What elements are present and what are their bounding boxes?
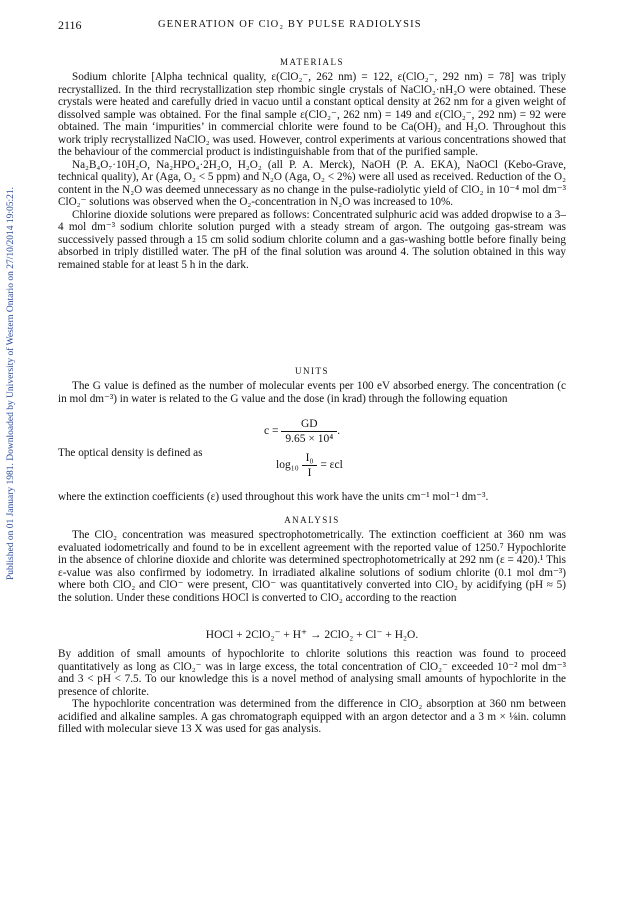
equation-rhs: = εcl	[320, 459, 343, 472]
equation-numerator: GD	[281, 418, 337, 432]
optical-density-text: The optical density is defined as	[58, 447, 203, 459]
materials-section	[58, 71, 566, 271]
page-header	[58, 18, 566, 34]
reaction-equation: HOCl + 2ClO₂⁻ + H⁺ → 2ClO₂ + Cl⁻ + H₂O.	[205, 629, 419, 641]
units-heading: UNITS	[295, 366, 329, 376]
page-number: 2116	[58, 18, 82, 32]
equation-concentration	[264, 418, 340, 445]
materials-heading: MATERIALS	[279, 57, 344, 67]
materials-paragraph-2: Na₂B₄O₇·10H₂O, Na₂HPO₄·2H₂O, H₂O₂ (all P. A. Merck), NaOH (P. A. EKA), NaOCl (Kebo-Grave, technical quality), Ar (Aga, O₂ < 5 ppm) and N₂O (Aga, O₂ < 2%) were all used as received. Reduction of the O₂ content in the N₂O was deemed unnecessary as no change in the pulse-radiolytic yield of ClO₂ in 10⁻⁴ mol dm⁻³ ClO₂⁻ solutions was observed when the O₂-concentration in N₂O was increased to 10%.	[58, 158, 566, 208]
analysis-text-3: The hypochlorite concentration was determined from the difference in ClO₂ absorption at 360 nm between acidified and alkaline samples. A gas chromatograph equipped with an argon detector and a 3 m × ⅛in. column filled with molecular sieve 13 X was used for gas analysis.	[58, 698, 566, 735]
running-title: GENERATION OF ClO₂ BY PULSE RADIOLYSIS	[158, 19, 422, 30]
download-watermark: Published on 01 January 1981. Downloaded by University of Western Ontario on 27/10/2014 19:05:21.	[6, 186, 16, 580]
equation-log: log₁₀	[276, 459, 299, 472]
equation-denominator: 9.65 × 10⁴	[285, 433, 334, 445]
analysis-text-2: By addition of small amounts of hypochlorite to chlorite solutions this reaction was found to proceed quantitatively as long as ClO₂⁻ was in large excess, the total concentration of ClO₂⁻ exceeded 10⁻² mol dm⁻³ and 3 < pH < 7.5. To our knowledge this is a novel method of analysing small amounts of hypochlorite in the presence of chlorite.	[58, 648, 566, 698]
analysis-paragraphs-rest	[58, 648, 566, 736]
analysis-heading: ANALYSIS	[284, 515, 340, 525]
units-paragraph-2	[58, 491, 566, 504]
materials-paragraph-1: Sodium chlorite [Alpha technical quality, ε(ClO₂⁻, 262 nm) = 122, ε(ClO₂⁻, 292 nm) = 78] was triply recrystallized. In the third recrystallization step rhombic single crystals of NaClO₂·nH₂O were obtained. These crystals were heated and carefully dried in vacuo until a constant optical density at 262 nm for a given weight of dissolved sample was obtained. For the final sample ε(ClO₂⁻, 262 nm) = 149 and ε(ClO₂⁻, 292 nm) = 92 were obtained. The main ‘impurities’ in commercial chlorite were found to be Ca(OH)₂ and H₂O. Throughout this work triply recrystallized NaClO₂ was used. However, control experiments at various concentrations showed that the behaviour of the commercial product is indistinguishable from that of the purified sample.	[58, 71, 566, 158]
equation-lhs: c =	[264, 425, 279, 438]
analysis-text-1: The ClO₂ concentration was measured spectrophotometrically. The extinction coefficient at 360 nm was evaluated iodometrically and found to be in excellent agreement with the reported value of 1250.⁷ Hypochlorite in the absence of chlorine dioxide and chlorite was determined spectrophotometrically at 292 nm (ε = 420).¹ This ε-value was also confirmed by iodometry. In irradiated alkaline solutions of sodium chlorite (0.1 mol dm⁻³) where both ClO₂ and ClO⁻ were present, ClO⁻ was quantitatively converted into ClO₂ by acidifying (pH ≈ 5) the solution. Under these conditions HOCl is converted to ClO₂ according to the reaction	[58, 529, 566, 604]
equation-optical-density	[276, 452, 343, 479]
units-text-1: The G value is defined as the number of molecular events per 100 eV absorbed energy. The concentration (c in mol dm⁻³) in water is related to the G value and the dose (in krad) through the following equation	[58, 380, 566, 405]
equation-i0: I₀	[302, 452, 318, 466]
equation-i: I	[307, 467, 312, 479]
analysis-paragraph-1	[58, 529, 566, 604]
equation-fraction	[281, 418, 337, 445]
materials-paragraph-3: Chlorine dioxide solutions were prepared as follows: Concentrated sulphuric acid was added dropwise to a 3–4 mol dm⁻³ sodium chlorite solution purged with a steady stream of argon. The outgoing gas-stream was successively passed through a 15 cm solid sodium chlorite column and a gas-washing bottle before finally being absorbed in triply distilled water. The pH of the final solution was around 4. The solution obtained in this way remained stable for at least 5 h in the dark.	[58, 208, 566, 271]
equation-intensity-ratio	[302, 452, 318, 479]
units-paragraph-1	[58, 380, 566, 405]
units-text-2: where the extinction coefficients (ε) used throughout this work have the units cm⁻¹ mol⁻¹ dm⁻³.	[58, 491, 489, 503]
equation-end: .	[337, 425, 341, 438]
